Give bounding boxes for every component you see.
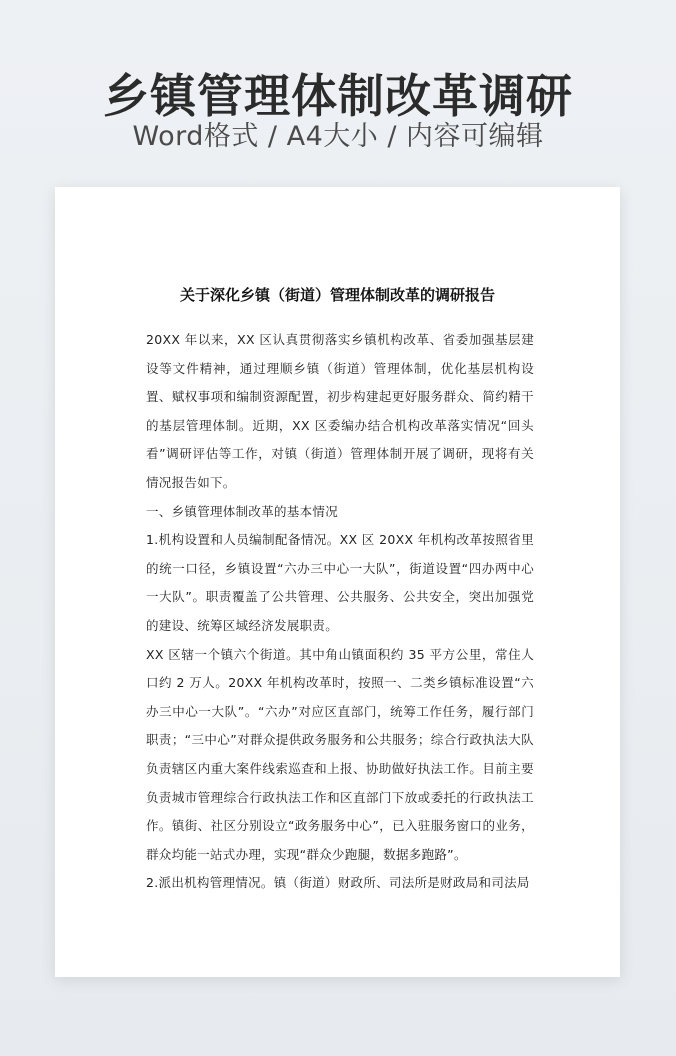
paragraph-intro: 20XX 年以来，XX 区认真贯彻落实乡镇机构改革、省委加强基层建设等文件精神，通过理顺乡镇（街道）管理体制，优化基层机构设置、赋权事项和编制资源配置，初步构建起更好服务群众、简约精干的基层管理体制。近期，XX 区委编办结合机构改革落实情况“回头看”调研评估等工作，对镇（街道）管理体制开展了调研，现将有关情况报告如下。 <box>146 332 534 490</box>
section-heading-basic-situation: 一、乡镇管理体制改革的基本情况 <box>146 503 339 519</box>
paragraph-institution-setup: 1.机构设置和人员编制配备情况。XX 区 20XX 年机构改革按照省里的统一口径，乡镇设置“六办三中心一大队”，街道设置“四办两中心一大队”。职责覆盖了公共管理、公共服务、公共安全，突出加强党的建设、统筹区域经济发展职责。 <box>146 532 534 633</box>
banner-title: 乡镇管理体制改革调研 <box>103 69 573 123</box>
document-body <box>146 326 534 898</box>
banner-subtitle: Word格式 / A4大小 / 内容可编辑 <box>132 121 544 152</box>
document-page <box>55 187 620 977</box>
paragraph-district-overview: XX 区辖一个镇六个街道。其中角山镇面积约 35 平方公里，常住人口约 2 万人。20XX 年机构改革时，按照一、二类乡镇标准设置“六办三中心一大队”。“六办”对应区直部门，统筹工作任务，履行部门职责；“三中心”对群众提供政务服务和公共服务；综合行政执法大队负责辖区内重大案件线索巡查和上报、协助做好执法工作。目前主要负责城市管理综合行政执法工作和区直部门下放或委托的行政执法工作。镇街、社区分别设立“政务服务中心”，已入驻服务窗口的业务，群众均能一站式办理，实现“群众少跑腿，数据多跑路”。 <box>146 646 534 862</box>
paragraph-dispatched-agencies: 2.派出机构管理情况。镇（街道）财政所、司法所是财政局和司法局 <box>146 875 530 891</box>
document-heading: 关于深化乡镇（街道）管理体制改革的调研报告 <box>179 286 495 304</box>
